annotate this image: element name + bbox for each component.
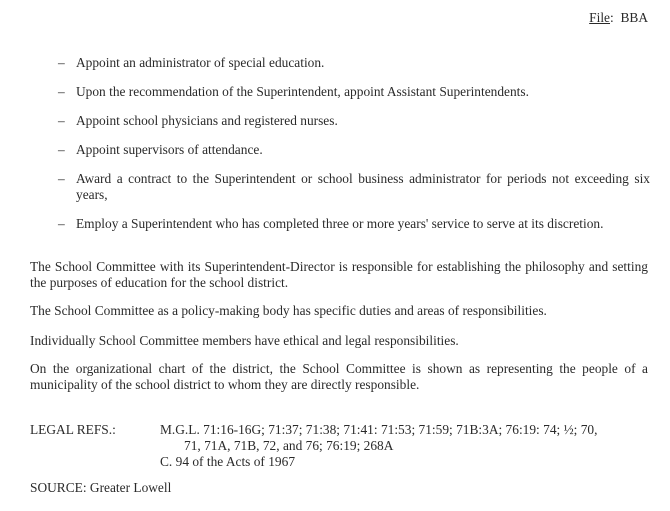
dash-marker: – — [58, 55, 65, 70]
dash-marker: – — [58, 84, 65, 99]
legal-ref-line: C. 94 of the Acts of 1967 — [160, 454, 296, 469]
list-item-text: Appoint school physicians and registered nurses. — [76, 113, 338, 128]
list-item — [58, 84, 650, 100]
duties-list — [58, 55, 650, 245]
source-line: SOURCE: Greater Lowell — [30, 480, 172, 495]
list-item-text: Appoint supervisors of attendance. — [76, 142, 263, 157]
list-item — [58, 216, 650, 232]
dash-marker: – — [58, 216, 65, 231]
paragraph-policy-body: The School Committee as a policy-making body has specific duties and areas of responsibilities. — [30, 303, 547, 318]
list-item — [58, 171, 650, 203]
legal-refs-label: LEGAL REFS.: — [30, 422, 116, 437]
list-item — [58, 55, 650, 71]
paragraph-member-responsibilities: Individually School Committee members have ethical and legal responsibilities. — [30, 333, 459, 348]
file-reference — [589, 10, 648, 26]
list-item — [58, 142, 650, 158]
dash-marker: – — [58, 142, 65, 157]
list-item-text: Employ a Superintendent who has completed three or more years' service to serve at its discretion. — [76, 216, 604, 231]
paragraph-organizational-chart: On the organizational chart of the district, the School Committee is shown as representing the people of a municipality of the school district to whom they are directly responsible. — [30, 361, 648, 392]
dash-marker: – — [58, 171, 65, 186]
dash-marker: – — [58, 113, 65, 128]
legal-ref-line: 71, 71A, 71B, 72, and 76; 76:19; 268A — [184, 438, 394, 453]
file-label: File — [589, 10, 611, 25]
legal-ref-line: M.G.L. 71:16-16G; 71:37; 71:38; 71:41: 71:53; 71:59; 71B:3A; 76:19: 74; ½; 70, — [160, 422, 598, 437]
list-item-text: Upon the recommendation of the Superintendent, appoint Assistant Superintendents. — [76, 84, 529, 99]
list-item-text: Appoint an administrator of special education. — [76, 55, 325, 70]
list-item-text: Award a contract to the Superintendent or school business administrator for periods not exceeding six years, — [76, 171, 650, 202]
file-colon: : — [610, 10, 614, 25]
list-item — [58, 113, 650, 129]
legal-refs-body — [160, 422, 648, 470]
paragraph-philosophy: The School Committee with its Superintendent-Director is responsible for establishing the philosophy and setting the purposes of education for the school district. — [30, 259, 648, 290]
file-code: BBA — [620, 10, 648, 25]
